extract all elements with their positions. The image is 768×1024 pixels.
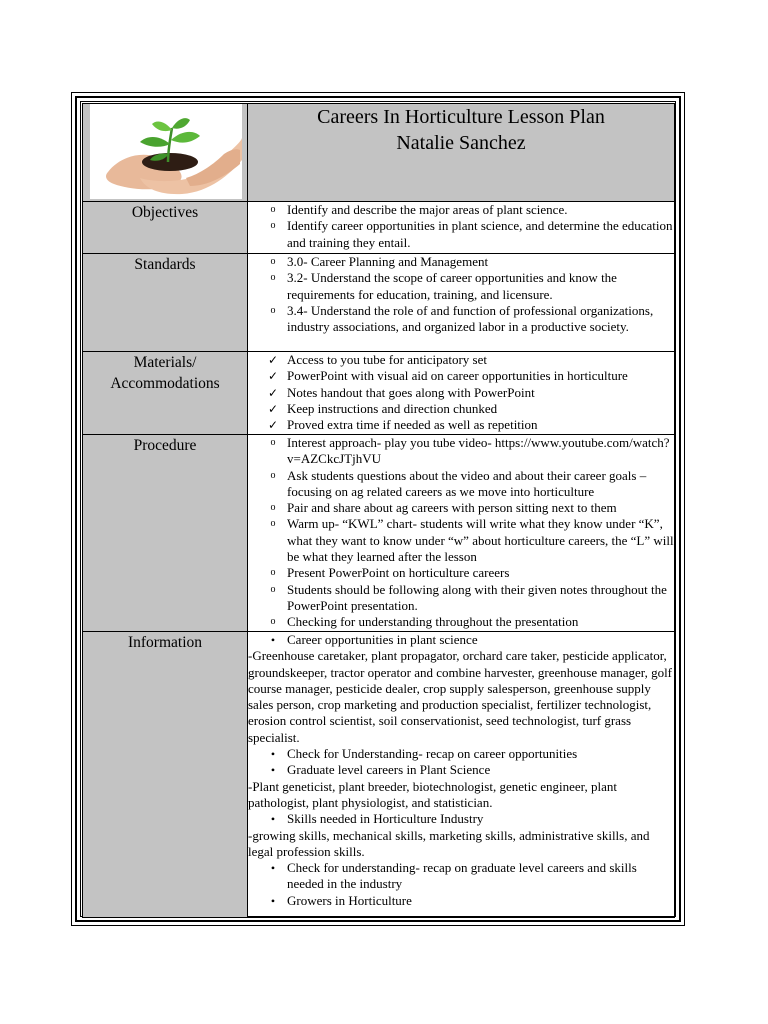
circle-bullet-icon: o	[270, 518, 276, 530]
list-item: • Career opportunities in plant science	[248, 632, 674, 648]
list-item: • Graduate level careers in Plant Science	[248, 762, 674, 778]
circle-bullet-icon: o	[270, 583, 276, 595]
list-item: ✓ Proved extra time if needed as well as repetition	[248, 417, 674, 433]
information-paragraph: -Greenhouse caretaker, plant propagator, orchard care taker, pesticide applicator, groundskeeper, tractor operator and combine harvester, greenhouse manager, golf course manager, pesticide dealer, crop supply salesperson, greenhouse supply sales person, crop marketing and production specialist, fertilizer technologist, erosion control scientist, soil conservationist, seed technologist, turf grass specialist.	[248, 648, 673, 745]
list-item: • Growers in Horticulture	[248, 893, 674, 909]
materials-content	[248, 352, 675, 435]
information-content	[248, 632, 675, 918]
list-item: o Identify and describe the major areas of plant science.	[248, 202, 674, 218]
objectives-label: Objectives	[83, 202, 248, 254]
objectives-content	[248, 202, 675, 254]
list-item: o Warm up- “KWL” chart- students will write what they know under “K”, what they want to know under “w” about horticulture careers, the “L” will be what they learned after the lesson	[248, 516, 674, 565]
bullet-icon: •	[270, 812, 276, 827]
circle-bullet-icon: o	[270, 204, 276, 215]
bullet-icon: •	[270, 861, 276, 876]
circle-bullet-icon: o	[270, 304, 276, 316]
seedling-hands-image	[90, 104, 242, 199]
information-label: Information	[83, 632, 248, 918]
materials-label: Materials/ Accommodations	[83, 352, 248, 435]
circle-bullet-icon: o	[270, 437, 276, 448]
check-icon: ✓	[267, 369, 279, 384]
lesson-plan-table	[82, 103, 675, 918]
list-item: • Check for understanding- recap on graduate level careers and skills needed in the industry	[248, 860, 674, 893]
list-item: ✓ Access to you tube for anticipatory set	[248, 352, 674, 368]
bullet-icon: •	[270, 747, 276, 762]
list-item: o Present PowerPoint on horticulture careers	[248, 565, 674, 581]
circle-bullet-icon: o	[270, 502, 276, 514]
bullet-icon: •	[270, 763, 276, 778]
list-item: • Skills needed in Horticulture Industry	[248, 811, 674, 827]
standards-label: Standards	[83, 254, 248, 352]
information-row	[83, 632, 675, 918]
lesson-title: Careers In Horticulture Lesson Plan	[317, 106, 605, 128]
list-item: o 3.4- Understand the role of and function of professional organizations, industry associations, and organized labor in a productive society.	[248, 303, 674, 336]
bullet-icon: •	[270, 633, 276, 647]
information-paragraph: -Plant geneticist, plant breeder, biotechnologist, genetic engineer, plant pathologist, plant physiologist, and statistician.	[248, 778, 617, 810]
list-item: ✓ Keep instructions and direction chunked	[248, 401, 674, 417]
list-item: o Ask students questions about the video and about their career goals – focusing on ag related careers as we move into horticulture	[248, 468, 674, 501]
list-item: o Interest approach- play you tube video- https://www.youtube.com/watch?v=AZCkcJTjhVU	[248, 435, 674, 468]
check-icon: ✓	[267, 418, 279, 433]
circle-bullet-icon: o	[270, 567, 276, 579]
list-item: o Identify career opportunities in plant science, and determine the education and training they entail.	[248, 218, 674, 251]
bullet-icon: •	[270, 893, 276, 908]
circle-bullet-icon: o	[270, 256, 276, 267]
circle-bullet-icon: o	[270, 272, 276, 284]
procedure-label: Procedure	[83, 435, 248, 632]
standards-content	[248, 254, 675, 352]
procedure-row	[83, 435, 675, 632]
check-icon: ✓	[267, 401, 279, 416]
circle-bullet-icon: o	[270, 616, 276, 628]
list-item: o 3.0- Career Planning and Management	[248, 254, 674, 270]
list-item: ✓ Notes handout that goes along with PowerPoint	[248, 385, 674, 401]
procedure-content	[248, 435, 675, 632]
author-name: Natalie Sanchez	[396, 132, 526, 154]
list-item: o Pair and share about ag careers with person sitting next to them	[248, 500, 674, 516]
list-item: o Students should be following along with their given notes throughout the PowerPoint presentation.	[248, 582, 674, 615]
list-item: • Check for Understanding- recap on career opportunities	[248, 746, 674, 762]
circle-bullet-icon: o	[270, 220, 276, 232]
circle-bullet-icon: o	[270, 469, 276, 481]
header-row	[83, 104, 675, 202]
check-icon: ✓	[267, 353, 279, 367]
materials-row	[83, 352, 675, 435]
header-title-cell	[248, 104, 675, 202]
information-paragraph: -growing skills, mechanical skills, marketing skills, administrative skills, and legal profession skills.	[248, 827, 650, 859]
list-item: o 3.2- Understand the scope of career opportunities and know the requirements for education, training, and licensure.	[248, 270, 674, 303]
objectives-row	[83, 202, 675, 254]
standards-row	[83, 254, 675, 352]
header-image-cell	[83, 104, 248, 202]
list-item: ✓ PowerPoint with visual aid on career opportunities in horticulture	[248, 368, 674, 384]
list-item: o Checking for understanding throughout the presentation	[248, 614, 674, 630]
check-icon: ✓	[267, 385, 279, 400]
seedling-illustration	[90, 104, 242, 199]
